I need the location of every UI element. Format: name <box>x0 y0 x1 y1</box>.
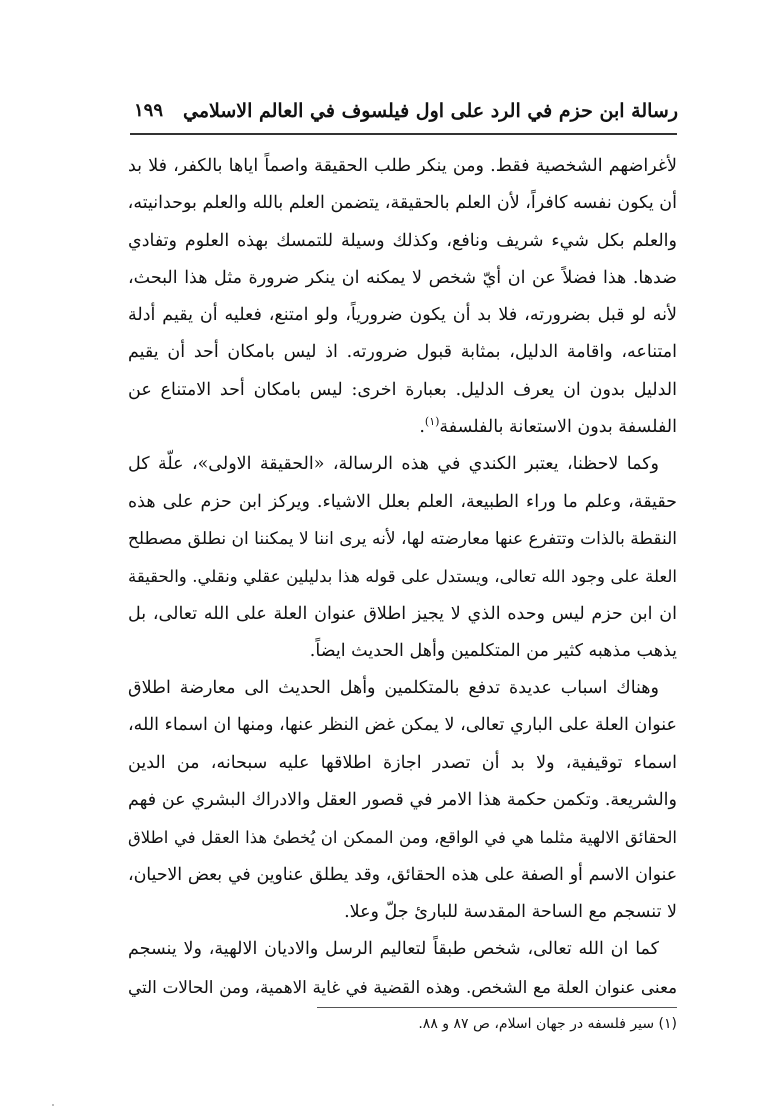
text-line-content: عنوان العلة على الباري تعالى، لا يمكن غض النظر عنها، ومنها ان اسماء الله، <box>128 715 677 736</box>
text-line <box>128 969 677 1006</box>
footnote-reference[interactable]: (١) <box>424 415 440 429</box>
text-line-content: العلة على وجود الله تعالى، ويستدل على قوله هذا بدليلين عقلي ونقلي. والحقيقة <box>128 567 677 587</box>
running-header-title: رسالة ابن حزم في الرد على اول فيلسوف في العالم الاسلامي <box>182 100 678 122</box>
text-line-content: وكما لاحظنا، يعتبر الكندي في هذه الرسالة، «الحقيقة الاولى»، علّة كل <box>128 454 659 475</box>
text-line <box>128 409 677 446</box>
page-number: ١٩٩ <box>134 100 164 121</box>
text-line-content: وهناك اسباب عديدة تدفع بالمتكلمين وأهل الحديث الى معارضة اطلاق <box>128 678 659 699</box>
text-line-content: والشريعة. وتكمن حكمة هذا الامر في قصور العقل والادراك البشري عن فهم <box>128 790 677 811</box>
text-line-content: يذهب مذهبه كثير من المتكلمين وأهل الحديث ايضاً. <box>309 640 677 661</box>
text-line <box>128 596 677 633</box>
text-line <box>128 223 677 260</box>
text-line <box>128 185 677 222</box>
text-line <box>128 334 677 371</box>
text-line <box>128 633 677 670</box>
text-line-content: ضدها. هذا فضلاً عن ان أيّ شخص لا يمكنه ان ينكر ضرورة مثل هذا البحث، <box>128 267 677 288</box>
text-line <box>128 819 677 856</box>
text-line <box>128 521 677 558</box>
text-line-content: ان ابن حزم ليس وحده الذي لا يجيز اطلاق عنوان العلة على الله تعالى، بل <box>128 603 677 624</box>
text-line <box>128 857 677 894</box>
text-line-content: حقيقة، وعلم ما وراء الطبيعة، العلم بعلل الاشياء. ويركز ابن حزم على هذه <box>128 491 677 512</box>
text-line-content: معنى عنوان العلة مع الشخص. وهذه القضية في غاية الاهمية، ومن الحالات التي <box>128 976 677 997</box>
text-line <box>128 260 677 297</box>
text-line <box>128 670 677 707</box>
text-line <box>128 484 677 521</box>
text-line-content: لأنه لو قبل بضرورته، فلا بد أن يكون ضرورياً، ولو امتنع، فعليه أن يقيم أدلة <box>128 305 677 326</box>
text-line-content: عنوان الاسم أو الصفة على هذه الحقائق، وقد يطلق عناوين في بعض الاحيان، <box>128 864 677 885</box>
sentence-period: . <box>419 417 425 438</box>
text-line-content: كما ان الله تعالى، شخص طبقاً لتعاليم الرسل والاديان الالهية، ولا ينسجم <box>128 939 659 960</box>
text-line <box>128 372 677 409</box>
text-line <box>128 446 677 483</box>
text-line <box>128 931 677 968</box>
header-rule <box>130 133 677 135</box>
text-line <box>128 707 677 744</box>
text-line-content: الفلسفة بدون الاستعانة بالفلسفة <box>439 417 677 438</box>
running-header <box>128 100 678 130</box>
text-line-content: والعلم بكل شيء شريف ونافع، وكذلك وسيلة للتمسك بهذه العلوم وتفادي <box>128 230 677 251</box>
text-line <box>128 745 677 782</box>
footnote: (١) سير فلسفه در جهان اسلام، ص ٨٧ و ٨٨. <box>418 1016 677 1032</box>
text-line-content: أن يكون نفسه كافراً، لأن العلم بالحقيقة، يتضمن العلم بالله والعلم بوحدانيته، <box>127 193 677 214</box>
text-line <box>128 148 677 185</box>
text-line <box>128 297 677 334</box>
text-line-content: لأغراضهم الشخصية فقط. ومن ينكر طلب الحقيقة واصماً اياها بالكفر، فلا بد <box>128 156 677 176</box>
text-line-content: لا تنسجم مع الساحة المقدسة للبارئ جلّ وعلا. <box>344 901 677 922</box>
text-line-content: امتناعه، واقامة الدليل، بمثابة قبول ضرورته. اذ ليس بامكان أحد أن يقيم <box>128 342 677 363</box>
text-line-content: الدليل بدون ان يعرف الدليل. بعبارة اخرى: ليس بامكان أحد الامتناع عن <box>128 379 677 400</box>
text-line <box>128 558 677 595</box>
scan-speck <box>52 1104 54 1106</box>
text-line <box>128 782 677 819</box>
body-text <box>128 148 677 1006</box>
text-line-content: الحقائق الالهية مثلما هي في الواقع، ومن الممكن ان يُخطئ هذا العقل في اطلاق <box>128 828 677 848</box>
footnote-rule <box>317 1007 677 1008</box>
text-line-content: النقطة بالذات وتتفرع عنها معارضته لها، لأنه يرى اننا لا يمكننا ان نطلق مصطلح <box>127 528 677 549</box>
text-line-content: اسماء توقيفية، ولا بد أن تصدر اجازة اطلاقها عليه سبحانه، من الدين <box>128 752 677 773</box>
text-line <box>128 894 677 931</box>
